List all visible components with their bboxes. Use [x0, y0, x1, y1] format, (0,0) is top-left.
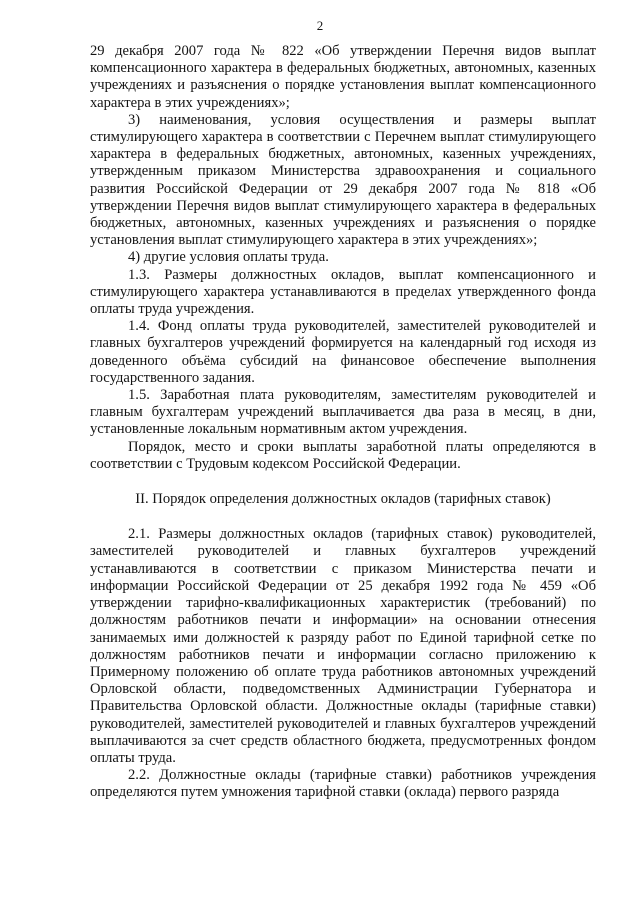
- paragraph-payment-procedure: Порядок, место и сроки выплаты заработной платы определяются в соответствии с Трудовым кодексом Российской Федерации.: [90, 438, 596, 472]
- paragraph-2-2: 2.2. Должностные оклады (тарифные ставки) работников учреждения определяются путем умножения тарифной ставки (оклада) первого разряда: [90, 767, 596, 801]
- paragraph-order-822-continuation: 29 декабря 2007 года № 822 «Об утверждении Перечня видов выплат компенсационного характера в федеральных бюджетных, автономных, казенных учреждениях и разъяснения о порядке установления выплат компенсационного характера в этих учреждениях»;: [90, 43, 596, 111]
- page-number: 2: [316, 18, 324, 33]
- paragraph-1-3: 1.3. Размеры должностных окладов, выплат компенсационного и стимулирующего характера устанавливаются в пределах утвержденного фонда оплаты труда учреждения.: [90, 266, 596, 318]
- paragraph-1-4: 1.4. Фонд оплаты труда руководителей, заместителей руководителей и главных бухгалтеров учреждений формируется на календарный год исходя из доведенного объёма субсидий на финансовое обеспечение выполнения государственного задания.: [90, 318, 596, 386]
- document-body: [90, 43, 596, 802]
- paragraph-item-3-stimulating-payments: 3) наименования, условия осуществления и размеры выплат стимулирующего характера в соответствии с Перечнем выплат стимулирующего характера в федеральных бюджетных, автономных, казенных учреждениях, утвержденным приказом Министерства здравоохранения и социального развития Российской Федерации от 29 декабря 2007 года № 818 «Об утверждении Перечня видов выплат стимулирующего характера в федеральных бюджетных, автономных, казенных учреждениях и разъяснения о порядке установления выплат стимулирующего характера в этих учреждениях»;: [90, 111, 596, 249]
- section-heading: II. Порядок определения должностных окладов (тарифных ставок): [135, 491, 551, 508]
- paragraph-item-4-other-conditions: 4) другие условия оплаты труда.: [128, 249, 329, 266]
- paragraph-2-1: 2.1. Размеры должностных окладов (тарифных ставок) руководителей, заместителей руководителей и главных бухгалтеров учреждений устанавливаются в соответствии с приказом Министерства печати и информации Российской Федерации от 25 декабря 1992 года № 459 «Об утверждении тарифно-квалификационных характеристик (требований) по должностям работников печати и информации» на основании отнесения занимаемых ими должностей к разряду работ по Единой тарифной сетке по должностям работников печати и информации согласно приложению к Примерному положению об оплате труда работников автономных учреждений Орловской области, подведомственных Администрации Губернатора и Правительства Орловской области. Должностные оклады (тарифные ставки) руководителей, заместителей руководителей и главных бухгалтеров учреждений выплачиваются за счет средств областного бюджета, предусмотренных фондом оплаты труда.: [90, 526, 596, 766]
- paragraph-1-5: 1.5. Заработная плата руководителям, заместителям руководителей и главным бухгалтерам учреждений выплачивается два раза в месяц, в дни, установленные локальным нормативным актом учреждения.: [90, 387, 596, 438]
